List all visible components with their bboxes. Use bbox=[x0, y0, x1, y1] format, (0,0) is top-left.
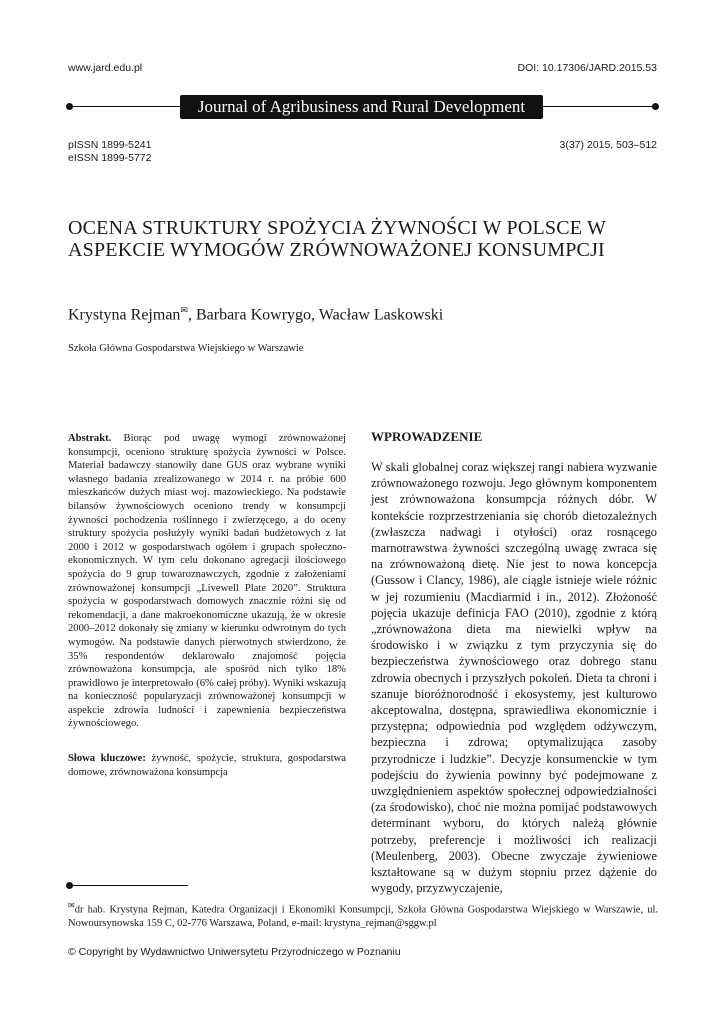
journal-banner: Journal of Agribusiness and Rural Development bbox=[180, 95, 543, 119]
author-corresponding: Krystyna Rejman bbox=[68, 306, 181, 324]
section-heading: WPROWADZENIE bbox=[371, 429, 483, 444]
affiliation: Szkoła Główna Gospodarstwa Wiejskiego w Warszawie bbox=[68, 343, 304, 354]
issn-block bbox=[68, 139, 151, 165]
journal-url[interactable]: www.jard.edu.pl bbox=[68, 62, 143, 74]
copyright: © Copyright by Wydawnictwo Uniwersytetu Przyrodniczego w Poznaniu bbox=[68, 946, 401, 958]
envelope-icon: ✉ bbox=[180, 305, 188, 315]
keywords-text: żywność, spożycie, struktura, gospodarstwa domowe, zrównoważona konsumpcja bbox=[68, 753, 347, 778]
authors bbox=[68, 305, 443, 324]
keywords-label: Słowa kluczowe: bbox=[68, 753, 146, 764]
envelope-icon: ✉ bbox=[68, 901, 75, 910]
eissn: eISSN 1899-5772 bbox=[68, 152, 152, 164]
footnote bbox=[68, 899, 658, 930]
abstract bbox=[68, 432, 346, 731]
authors-rest: , Barbara Kowrygo, Wacław Laskowski bbox=[187, 306, 444, 324]
footnote-rule bbox=[68, 885, 188, 886]
doi[interactable]: DOI: 10.17306/JARD.2015.53 bbox=[517, 62, 657, 74]
rule-dot-left bbox=[66, 103, 73, 110]
footnote-text: dr hab. Krystyna Rejman, Katedra Organizacji i Ekonomiki Konsumpcji, Szkoła Główna Gospodarstwa Wiejskiego w Warszawie, ul. Nowoursynowska 159 C, 02-776 Warszawa, Poland, e-mail: krystyna_rejman@sggw.pl bbox=[68, 904, 658, 929]
issue-pages: 3(37) 2015, 503–512 bbox=[559, 139, 657, 151]
article-title: OCENA STRUKTURY SPOŻYCIA ŻYWNOŚCI W POLSCE W ASPEKCIE WYMOGÓW ZRÓWNOWAŻONEJ KONSUMPCJI bbox=[68, 217, 606, 261]
abstract-text: Biorąc pod uwagę wymogi zrównoważonej konsumpcji, oceniono strukturę spożycia żywności w Polsce. Materiał badawczy stanowiły dane GUS oraz wybrane wyniki własnego badania zrealizowanego w 2014 r. na próbie 600 mieszkańców dużych miast woj. mazowieckiego. Na podstawie bilansów żywnościowych oceniono trendy w konsumpcji żywności pochodzenia roślinnego i zwierzęcego, a do oceny struktury spożycia posłużyły wyniki badań budżetowych z lat 2000 i 2012 w gospodarstwach ogółem i grupach społeczno-ekonomicznych. W tym celu dokonano agregacji ilościowego spożycia do 9 grup towaroznawczych, zgodnie z założeniami zrównoważonej konsumpcji „Livewell Plate 2020”. Struktura spożycia w gospodarstwach domowych znacznie różni się od rekomendacji, a dane makroekonomiczne ukazują, że w okresie 2000–2012 dokonały się zmiany w kierunku odwrotnym do tych wymogów. Na podstawie danych pierwotnych stwierdzono, że 35% respondentów deklarowało znajomość pojęcia zrównoważona konsumpcja, ale spośród nich tylko 18% prawidłowo je interpretowało (6% całej próby). Wyniki wskazują na konieczność popularyzacji zrównoważonej konsumpcji w aspekcie zdrowia ludności i zapewnienia bezpieczeństwa żywnościowego. bbox=[68, 433, 346, 730]
abstract-label: Abstrakt. bbox=[68, 433, 112, 444]
introduction-text: W skali globalnej coraz większej rangi nabiera wyzwanie zrównoważonego rozwoju. Jego głównym komponentem jest zrównoważona konsumpcja różnych dóbr. W kontekście rozprzestrzeniania się chorób dietozależnych (zwłaszcza nadwagi i otyłości) oraz rosnącego marnotrawstwa żywności szczególną uwagę zwraca się na zrównoważoną dietę. Nie jest to nowa koncepcja (Gussow i Clancy, 1986), ale ciągle istnieje wiele różnic w jej rozumieniu (Macdiarmid i in., 2012). Złożoność pojęcia ukazuje definicja FAO (2010), zgodnie z którą „zrównoważona dieta ma niewielki wpływ na środowisko i w związku z tym przyczynia się do bezpieczeństwa żywnościowego oraz dobrego stanu zdrowia obecnych i przyszłych pokoleń. Dieta ta chroni i szanuje bioróżnorodność i ekosystemy, jest kulturowo akceptowalna, dostępna, sprawiedliwa ekonomicznie i przystępna; odpowiednia pod względem odżywczym, bezpieczna i zdrowa; optymalizująca zasoby przyrodnicze i ludzkie”. Decyzje konsumenckie w tym podejściu do żywienia powinny być podejmowane z uwzględnieniem aspektów społecznej odpowiedzialności (za środowisko), choć nie można pomijać podstawowych determinant wyboru, do których należą głównie potrzeby, preferencje i możliwości ich realizacji (Meulenberg, 2003). Obecne zwyczaje żywieniowe kształtowane są w dużym stopniu przez dążenie do wygody, przyzwyczajenie, bbox=[371, 460, 657, 896]
pissn: pISSN 1899-5241 bbox=[68, 139, 152, 151]
keywords bbox=[68, 752, 346, 779]
rule-dot-right bbox=[652, 103, 659, 110]
footnote-rule-dot bbox=[66, 882, 73, 889]
